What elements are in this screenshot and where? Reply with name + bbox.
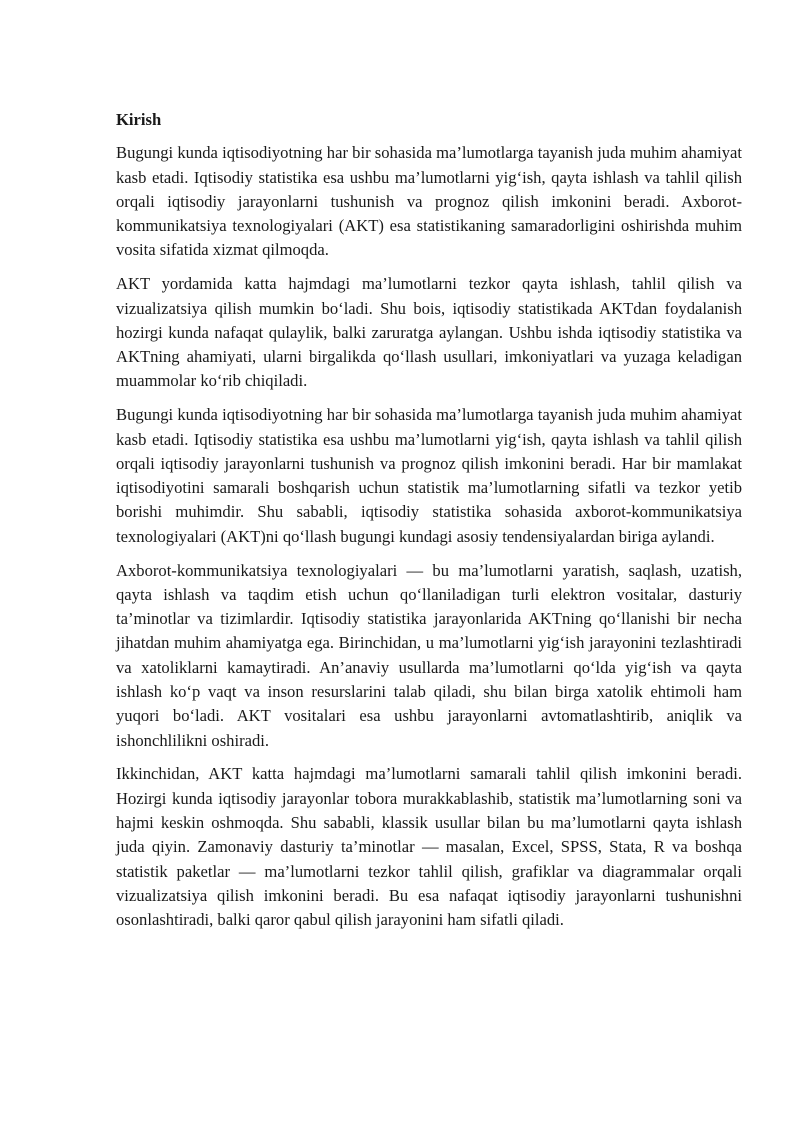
document-page — [116, 108, 742, 942]
paragraph-3: Bugungi kunda iqtisodiyotning har bir sohasida ma’lumotlarga tayanish juda muhim ahamiyat kasb etadi. Iqtisodiy statistika esa ushbu ma’lumotlarni yig‘ish, qayta ishlash va tahlil qilish orqali iqtisodiy jarayonlarni tushunish va prognoz qilish imkonini beradi. Har bir mamlakat iqtisodiyotini samarali boshqarish uchun statistik ma’lumotlarning sifatli va tezkor yetib borishi muhimdir. Shu sababli, iqtisodiy statistika sohasida axborot-kommunikatsiya texnologiyalari (AKT)ni qo‘llash bugungi kundagi asosiy tendensiyalardan biriga aylandi. — [116, 405, 742, 546]
section-heading: Kirish — [116, 110, 162, 129]
paragraph-1: Bugungi kunda iqtisodiyotning har bir sohasida ma’lumotlarga tayanish juda muhim ahamiyat kasb etadi. Iqtisodiy statistika esa ushbu ma’lumotlarni yig‘ish, qayta ishlash va tahlil qilish orqali iqtisodiy jarayonlarni tushunish va prognoz qilish imkonini beradi. Axborot-kommunikatsiya texnologiyalari (AKT) esa statistikaning samaradorligini oshirishda muhim vosita sifatida xizmat qilmoqda. — [116, 143, 742, 260]
paragraph-4: Axborot-kommunikatsiya texnologiyalari — bu ma’lumotlarni yaratish, saqlash, uzatish, qayta ishlash va taqdim etish uchun qo‘llaniladigan turli elektron vositalar, dasturiy ta’minotlar va tizimlardir. Iqtisodiy statistika jarayonlarida AKTning qo‘llanishi bir necha jihatdan muhim ahamiyatga ega. Birinchidan, u ma’lumotlarni yig‘ish jarayonini tezlashtiradi va xatoliklarni kamaytiradi. An’anaviy usullarda ma’lumotlarni qo‘lda yig‘ish va qayta ishlash ko‘p vaqt va inson resurslarini talab qiladi, shu bilan birga xatolik ehtimoli ham yuqori bo‘ladi. AKT vositalari esa ushbu jarayonlarni avtomatlashtirib, aniqlik va ishonchlilikni oshiradi. — [116, 560, 742, 750]
paragraph-5: Ikkinchidan, AKT katta hajmdagi ma’lumotlarni samarali tahlil qilish imkonini beradi. Hozirgi kunda iqtisodiy jarayonlar tobora murakkablashib, statistik ma’lumotlarning soni va hajmi keskin oshmoqda. Shu sababli, klassik usullar bilan bu ma’lumotlarni qayta ishlash juda qiyin. Zamonaviy dasturiy ta’minotlar — masalan, Excel, SPSS, Stata, R va boshqa statistik paketlar — ma’lumotlarni tezkor tahlil qilish, grafiklar va diagrammalar orqali vizualizatsiya qilish imkonini beradi. Bu esa nafaqat iqtisodiy jarayonlarni tushunishni osonlashtiradi, balki qaror qabul qilish jarayonini ham sifatli qiladi. — [116, 764, 742, 930]
paragraph-2: AKT yordamida katta hajmdagi ma’lumotlarni tezkor qayta ishlash, tahlil qilish va vizualizatsiya qilish mumkin bo‘ladi. Shu bois, iqtisodiy statistikada AKTdan foydalanish hozirgi kunda nafaqat qulaylik, balki zaruratga aylangan. Ushbu ishda iqtisodiy statistika va AKTning ahamiyati, ularni birgalikda qo‘llash usullari, imkoniyatlari va yuzaga keladigan muammolar ko‘rib chiqiladi. — [116, 274, 742, 391]
